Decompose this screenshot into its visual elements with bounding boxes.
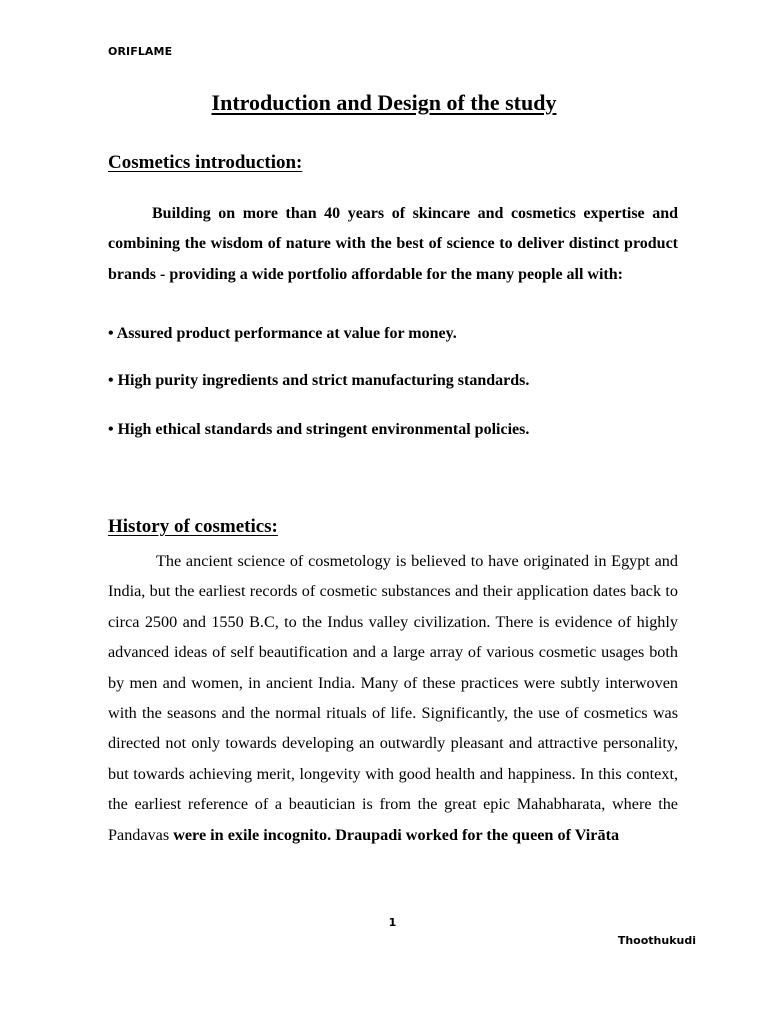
bullet-item: • High ethical standards and stringent environmental policies. — [108, 421, 530, 438]
section-heading-cosmetics-introduction: Cosmetics introduction: — [108, 152, 303, 173]
bullet-item: • High purity ingredients and strict manufacturing standards. — [108, 372, 530, 389]
section-heading-history-of-cosmetics: History of cosmetics: — [108, 516, 278, 537]
page-title: Introduction and Design of the study — [211, 90, 557, 115]
history-paragraph-text: The ancient science of cosmetology is believed to have originated in Egypt and India, but the earliest records of cosmetic substances and their application dates back to circa 2500 and 1550 B.C, to the Indus valley civilization. There is evidence of highly advanced ideas of self beautification and a large array of various cosmetic usages both by men and women, in ancient India. Many of these practices were subtly interwoven with the seasons and the normal rituals of life. Significantly, the use of cosmetics was directed not only towards developing an outwardly pleasant and attractive personality, but towards achieving merit, longevity with good health and happiness. In this context, the earliest reference of a beautician is from the great epic Mahabharata, where the Pandavas — [108, 552, 678, 844]
footer-location: Thoothukudi — [617, 934, 696, 947]
page-number: 1 — [388, 916, 397, 929]
bullet-item: • Assured product performance at value for money. — [108, 325, 457, 342]
history-paragraph-emphasis: were in exile incognito. Draupadi worked for the queen of Virāta — [173, 825, 620, 844]
history-paragraph — [108, 546, 678, 850]
header-brand: ORIFLAME — [108, 45, 173, 58]
intro-paragraph: Building on more than 40 years of skincare and cosmetics expertise and combining the wisdom of nature with the best of science to deliver distinct product brands - providing a wide portfolio affordable for the many people all with: — [108, 205, 678, 283]
